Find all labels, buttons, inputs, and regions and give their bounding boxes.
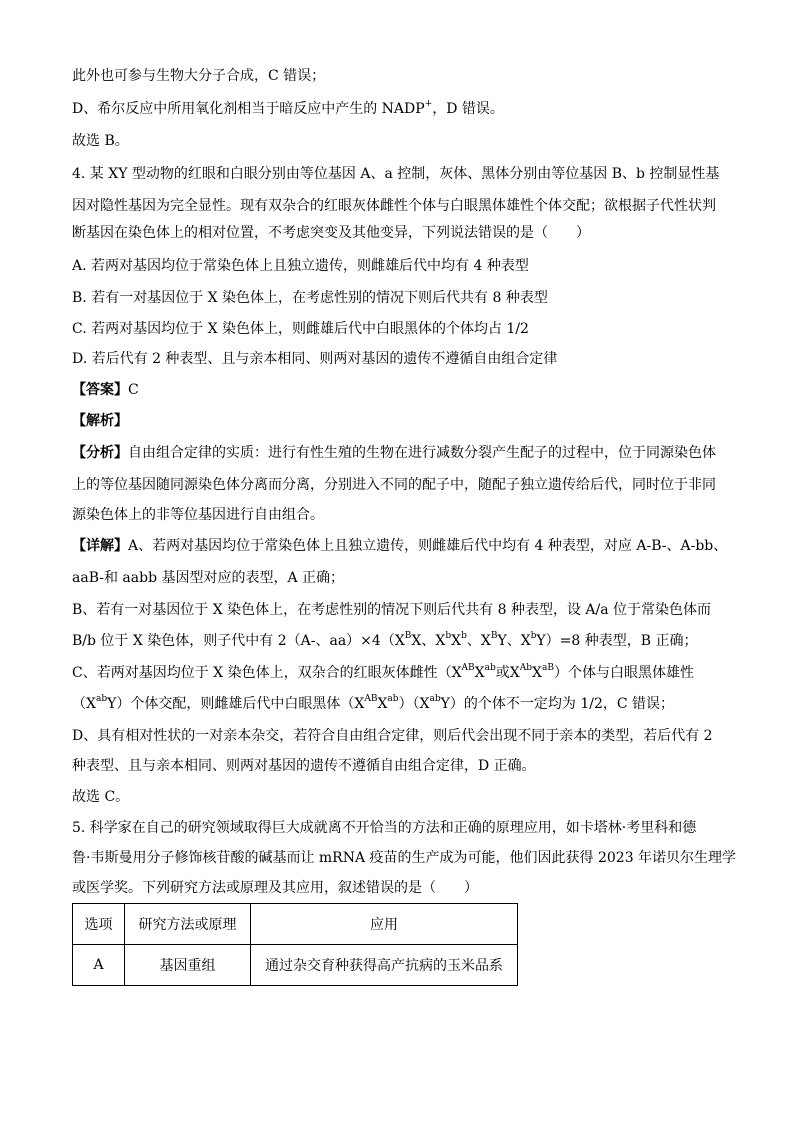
detail-line: C、若两对基因均位于 X 染色体上，双杂合的红眼灰体雌性（$X^{AB}X^{ab}$或$X^{Ab}X^{aB}$）个体与白眼黑体雄性: [72, 663, 694, 681]
table-row: [73, 945, 518, 986]
options-table: [72, 903, 518, 986]
text-line: D、希尔反应中所用氧化剂相当于暗反应中产生的 NADP+，D 错误。: [72, 99, 504, 117]
table-header-cell: 应用: [251, 904, 518, 945]
question-5-stem: 5. 科学家在自己的研究领域取得巨大成就离不开恰当的方法和正确的原理应用，如卡塔林·考里科和德: [72, 820, 697, 836]
analysis-line: 源染色体上的非等位基因进行自由组合。: [72, 507, 324, 523]
analysis-heading: 【解析】: [72, 413, 128, 429]
question-4-stem: 断基因在染色体上的相对位置，不考虑突变及其他变异，下列说法错误的是（ ）: [72, 225, 590, 241]
table-cell: A: [73, 945, 125, 986]
analysis-line: 上的等位基因随同源染色体分离而分离，分别进入不同的配子中，随配子独立遗传给后代，同时位于非同: [72, 477, 716, 493]
table-cell: 基因重组: [125, 945, 251, 986]
question-5-stem: 鲁·韦斯曼用分子修饰核苷酸的碱基而让 mRNA 疫苗的生产成为可能，他们因此获得 2023 年诺贝尔生理学: [72, 850, 737, 866]
table-header-row: [73, 904, 518, 945]
detail-line: D、具有相对性状的一对亲本杂交，若符合自由组合定律，则后代会出现不同于亲本的类型，若后代有 2: [72, 728, 713, 744]
detail-line: $(X^{ab}Y)$个体交配，则雌雄后代中白眼黑体$(X^{AB}X^{ab})(X^{ab}Y)$的个体不一定均为 1/2，C 错误；: [72, 694, 675, 712]
question-5-stem: 或医学奖。下列研究方法或原理及其应用，叙述错误的是（ ）: [72, 880, 478, 896]
option-a: A. 若两对基因均位于常染色体上且独立遗传，则雌雄后代中均有 4 种表型: [72, 258, 529, 274]
detail-line: B/b 位于 X 染色体，则子代中有 2（A-、$aa)\times 4(X^BX$、$X^bX^b$、$X^BY$、$X^bY)=8$ 种表型，B 正确；: [72, 631, 698, 649]
detail-line: 【详解】A、若两对基因均位于常染色体上且独立遗传，则雌雄后代中均有 4 种表型，对应 A-B-、A-bb、: [72, 538, 728, 554]
text-line: 此外也可参与生物大分子合成，C 错误；: [72, 68, 326, 84]
detail-line: 故选 C。: [72, 789, 130, 805]
detail-line: 种表型、且与亲本相同、则两对基因的遗传不遵循自由组合定律，D 正确。: [72, 758, 536, 774]
analysis-line: 【分析】自由组合定律的实质：进行有性生殖的生物在进行减数分裂产生配子的过程中，位于同源染色体: [72, 445, 716, 461]
option-c: C. 若两对基因均位于 X 染色体上，则雌雄后代中白眼黑体的个体均占 1/2: [72, 321, 529, 337]
option-b: B. 若有一对基因位于 X 染色体上，在考虑性别的情况下则后代共有 8 种表型: [72, 290, 548, 306]
detail-line: aaB-和 aabb 基因型对应的表型，A 正确；: [72, 570, 345, 586]
question-4-stem: 4. 某 XY 型动物的红眼和白眼分别由等位基因 A、a 控制，灰体、黑体分别由等位基因 B、b 控制显性基: [72, 166, 720, 182]
table-header-cell: 选项: [73, 904, 125, 945]
answer-line: 【答案】C: [72, 382, 139, 398]
text-line: 故选 B。: [72, 133, 129, 149]
question-4-stem: 因对隐性基因为完全显性。现有双杂合的红眼灰体雌性个体与白眼黑体雄性个体交配；欲根据子代性状判: [72, 198, 716, 214]
detail-line: B、若有一对基因位于 X 染色体上，在考虑性别的情况下则后代共有 8 种表型，设 A/a 位于常染色体而: [72, 602, 712, 618]
table-cell: 通过杂交育种获得高产抗病的玉米品系: [251, 945, 518, 986]
table-header-cell: 研究方法或原理: [125, 904, 251, 945]
option-d: D. 若后代有 2 种表型、且与亲本相同、则两对基因的遗传不遵循自由组合定律: [72, 351, 558, 367]
